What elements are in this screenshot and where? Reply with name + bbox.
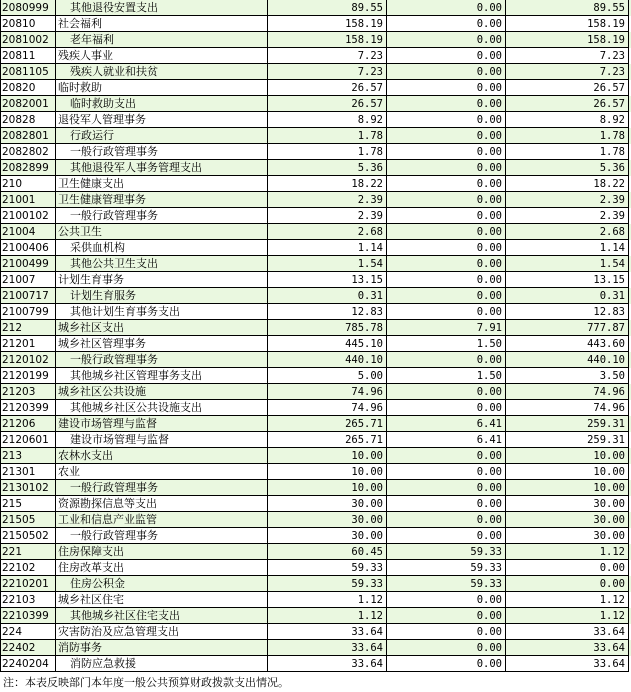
basic-expense-cell: 6.41 xyxy=(387,416,506,432)
code-cell: 21201 xyxy=(0,336,56,352)
name-cell: 工业和信息产业监管 xyxy=(56,512,268,528)
basic-expense-cell: 0.00 xyxy=(387,464,506,480)
name-cell: 一般行政管理事务 xyxy=(56,144,268,160)
total-cell: 13.15 xyxy=(268,272,387,288)
basic-expense-cell: 1.50 xyxy=(387,368,506,384)
name-cell: 临时救助支出 xyxy=(56,96,268,112)
table-row xyxy=(0,384,631,400)
project-expense-cell: 33.64 xyxy=(506,656,629,672)
basic-expense-cell: 7.91 xyxy=(387,320,506,336)
table-row xyxy=(0,560,631,576)
code-cell: 22402 xyxy=(0,640,56,656)
name-cell: 其他公共卫生支出 xyxy=(56,256,268,272)
basic-expense-cell: 0.00 xyxy=(387,624,506,640)
table-row xyxy=(0,176,631,192)
total-cell: 5.00 xyxy=(268,368,387,384)
basic-expense-cell: 59.33 xyxy=(387,576,506,592)
code-cell: 2120601 xyxy=(0,432,56,448)
total-cell: 26.57 xyxy=(268,96,387,112)
project-expense-cell: 158.19 xyxy=(506,32,629,48)
total-cell: 158.19 xyxy=(268,32,387,48)
basic-expense-cell: 0.00 xyxy=(387,288,506,304)
name-cell: 一般行政管理事务 xyxy=(56,528,268,544)
total-cell: 2.68 xyxy=(268,224,387,240)
name-cell: 公共卫生 xyxy=(56,224,268,240)
total-cell: 33.64 xyxy=(268,624,387,640)
table-row xyxy=(0,160,631,176)
table-row xyxy=(0,368,631,384)
basic-expense-cell: 6.41 xyxy=(387,432,506,448)
table-row xyxy=(0,80,631,96)
project-expense-cell: 30.00 xyxy=(506,496,629,512)
code-cell: 2120102 xyxy=(0,352,56,368)
code-cell: 2100102 xyxy=(0,208,56,224)
name-cell: 临时救助 xyxy=(56,80,268,96)
total-cell: 2.39 xyxy=(268,208,387,224)
basic-expense-cell: 0.00 xyxy=(387,272,506,288)
project-expense-cell: 1.78 xyxy=(506,128,629,144)
table-row xyxy=(0,480,631,496)
name-cell: 退役军人管理事务 xyxy=(56,112,268,128)
name-cell: 消防事务 xyxy=(56,640,268,656)
code-cell: 2150502 xyxy=(0,528,56,544)
name-cell: 老年福利 xyxy=(56,32,268,48)
basic-expense-cell: 0.00 xyxy=(387,384,506,400)
total-cell: 785.78 xyxy=(268,320,387,336)
table-row xyxy=(0,624,631,640)
project-expense-cell: 1.12 xyxy=(506,544,629,560)
code-cell: 2120399 xyxy=(0,400,56,416)
total-cell: 2.39 xyxy=(268,192,387,208)
total-cell: 26.57 xyxy=(268,80,387,96)
project-expense-cell: 7.23 xyxy=(506,64,629,80)
name-cell: 行政运行 xyxy=(56,128,268,144)
project-expense-cell: 1.12 xyxy=(506,608,629,624)
code-cell: 2081105 xyxy=(0,64,56,80)
code-cell: 2240204 xyxy=(0,656,56,672)
basic-expense-cell: 59.33 xyxy=(387,544,506,560)
project-expense-cell: 89.55 xyxy=(506,0,629,16)
project-expense-cell: 26.57 xyxy=(506,80,629,96)
project-expense-cell: 0.00 xyxy=(506,560,629,576)
total-cell: 59.33 xyxy=(268,560,387,576)
table-row xyxy=(0,0,631,16)
total-cell: 158.19 xyxy=(268,16,387,32)
total-cell: 10.00 xyxy=(268,480,387,496)
project-expense-cell: 0.31 xyxy=(506,288,629,304)
table-row xyxy=(0,144,631,160)
code-cell: 2080999 xyxy=(0,0,56,16)
table-row xyxy=(0,400,631,416)
basic-expense-cell: 0.00 xyxy=(387,16,506,32)
table-row xyxy=(0,240,631,256)
table-row xyxy=(0,512,631,528)
name-cell: 城乡社区住宅 xyxy=(56,592,268,608)
name-cell: 其他城乡社区住宅支出 xyxy=(56,608,268,624)
name-cell: 消防应急救援 xyxy=(56,656,268,672)
basic-expense-cell: 0.00 xyxy=(387,0,506,16)
table-row xyxy=(0,272,631,288)
name-cell: 社会福利 xyxy=(56,16,268,32)
name-cell: 残疾人就业和扶贫 xyxy=(56,64,268,80)
table-row xyxy=(0,336,631,352)
code-cell: 2100499 xyxy=(0,256,56,272)
table-footnote: 注：本表反映部门本年度一般公共预算财政拨款支出情况。 xyxy=(3,676,289,689)
table-row xyxy=(0,640,631,656)
table-row xyxy=(0,352,631,368)
code-cell: 21001 xyxy=(0,192,56,208)
name-cell: 残疾人事业 xyxy=(56,48,268,64)
table-row xyxy=(0,96,631,112)
total-cell: 33.64 xyxy=(268,656,387,672)
table-row xyxy=(0,208,631,224)
total-cell: 445.10 xyxy=(268,336,387,352)
total-cell: 60.45 xyxy=(268,544,387,560)
code-cell: 212 xyxy=(0,320,56,336)
table-row xyxy=(0,48,631,64)
table-row xyxy=(0,304,631,320)
table-row xyxy=(0,608,631,624)
code-cell: 21206 xyxy=(0,416,56,432)
name-cell: 城乡社区管理事务 xyxy=(56,336,268,352)
basic-expense-cell: 0.00 xyxy=(387,592,506,608)
code-cell: 213 xyxy=(0,448,56,464)
total-cell: 265.71 xyxy=(268,416,387,432)
code-cell: 21505 xyxy=(0,512,56,528)
code-cell: 2081002 xyxy=(0,32,56,48)
name-cell: 计划生育服务 xyxy=(56,288,268,304)
table-row xyxy=(0,320,631,336)
basic-expense-cell: 0.00 xyxy=(387,528,506,544)
project-expense-cell: 0.00 xyxy=(506,576,629,592)
total-cell: 30.00 xyxy=(268,496,387,512)
total-cell: 10.00 xyxy=(268,464,387,480)
code-cell: 2082001 xyxy=(0,96,56,112)
project-expense-cell: 777.87 xyxy=(506,320,629,336)
table-row xyxy=(0,464,631,480)
code-cell: 20820 xyxy=(0,80,56,96)
project-expense-cell: 1.78 xyxy=(506,144,629,160)
name-cell: 灾害防治及应急管理支出 xyxy=(56,624,268,640)
name-cell: 采供血机构 xyxy=(56,240,268,256)
name-cell: 城乡社区公共设施 xyxy=(56,384,268,400)
project-expense-cell: 158.19 xyxy=(506,16,629,32)
total-cell: 1.78 xyxy=(268,144,387,160)
basic-expense-cell: 0.00 xyxy=(387,656,506,672)
code-cell: 2100799 xyxy=(0,304,56,320)
total-cell: 18.22 xyxy=(268,176,387,192)
table-row xyxy=(0,496,631,512)
project-expense-cell: 30.00 xyxy=(506,512,629,528)
table-row xyxy=(0,544,631,560)
total-cell: 1.12 xyxy=(268,592,387,608)
code-cell: 215 xyxy=(0,496,56,512)
project-expense-cell: 440.10 xyxy=(506,352,629,368)
total-cell: 265.71 xyxy=(268,432,387,448)
name-cell: 农业 xyxy=(56,464,268,480)
code-cell: 2082899 xyxy=(0,160,56,176)
basic-expense-cell: 0.00 xyxy=(387,80,506,96)
name-cell: 卫生健康管理事务 xyxy=(56,192,268,208)
project-expense-cell: 259.31 xyxy=(506,416,629,432)
code-cell: 2082802 xyxy=(0,144,56,160)
table-row xyxy=(0,592,631,608)
code-cell: 2100406 xyxy=(0,240,56,256)
project-expense-cell: 10.00 xyxy=(506,448,629,464)
total-cell: 5.36 xyxy=(268,160,387,176)
code-cell: 21007 xyxy=(0,272,56,288)
total-cell: 1.14 xyxy=(268,240,387,256)
project-expense-cell: 8.92 xyxy=(506,112,629,128)
total-cell: 440.10 xyxy=(268,352,387,368)
code-cell: 20810 xyxy=(0,16,56,32)
basic-expense-cell: 0.00 xyxy=(387,144,506,160)
table-row xyxy=(0,432,631,448)
project-expense-cell: 3.50 xyxy=(506,368,629,384)
total-cell: 8.92 xyxy=(268,112,387,128)
name-cell: 资源勘探信息等支出 xyxy=(56,496,268,512)
basic-expense-cell: 0.00 xyxy=(387,608,506,624)
basic-expense-cell: 0.00 xyxy=(387,32,506,48)
basic-expense-cell: 0.00 xyxy=(387,352,506,368)
table-row xyxy=(0,528,631,544)
basic-expense-cell: 0.00 xyxy=(387,240,506,256)
project-expense-cell: 26.57 xyxy=(506,96,629,112)
code-cell: 210 xyxy=(0,176,56,192)
name-cell: 住房改革支出 xyxy=(56,560,268,576)
project-expense-cell: 443.60 xyxy=(506,336,629,352)
table-row xyxy=(0,112,631,128)
basic-expense-cell: 0.00 xyxy=(387,640,506,656)
basic-expense-cell: 0.00 xyxy=(387,496,506,512)
table-row xyxy=(0,128,631,144)
project-expense-cell: 74.96 xyxy=(506,384,629,400)
name-cell: 计划生育事务 xyxy=(56,272,268,288)
code-cell: 2120199 xyxy=(0,368,56,384)
name-cell: 一般行政管理事务 xyxy=(56,480,268,496)
code-cell: 2210399 xyxy=(0,608,56,624)
table-row xyxy=(0,448,631,464)
project-expense-cell: 33.64 xyxy=(506,640,629,656)
code-cell: 2100717 xyxy=(0,288,56,304)
basic-expense-cell: 0.00 xyxy=(387,304,506,320)
project-expense-cell: 10.00 xyxy=(506,464,629,480)
basic-expense-cell: 0.00 xyxy=(387,128,506,144)
name-cell: 卫生健康支出 xyxy=(56,176,268,192)
total-cell: 1.78 xyxy=(268,128,387,144)
total-cell: 89.55 xyxy=(268,0,387,16)
basic-expense-cell: 0.00 xyxy=(387,208,506,224)
table-row xyxy=(0,256,631,272)
total-cell: 7.23 xyxy=(268,48,387,64)
project-expense-cell: 10.00 xyxy=(506,480,629,496)
code-cell: 21301 xyxy=(0,464,56,480)
project-expense-cell: 12.83 xyxy=(506,304,629,320)
code-cell: 2210201 xyxy=(0,576,56,592)
total-cell: 74.96 xyxy=(268,384,387,400)
basic-expense-cell: 0.00 xyxy=(387,176,506,192)
total-cell: 10.00 xyxy=(268,448,387,464)
name-cell: 建设市场管理与监督 xyxy=(56,416,268,432)
total-cell: 74.96 xyxy=(268,400,387,416)
basic-expense-cell: 0.00 xyxy=(387,480,506,496)
total-cell: 0.31 xyxy=(268,288,387,304)
total-cell: 7.23 xyxy=(268,64,387,80)
table-row xyxy=(0,64,631,80)
code-cell: 20828 xyxy=(0,112,56,128)
total-cell: 59.33 xyxy=(268,576,387,592)
project-expense-cell: 18.22 xyxy=(506,176,629,192)
name-cell: 建设市场管理与监督 xyxy=(56,432,268,448)
basic-expense-cell: 0.00 xyxy=(387,112,506,128)
project-expense-cell: 2.39 xyxy=(506,208,629,224)
code-cell: 21203 xyxy=(0,384,56,400)
name-cell: 其他计划生育事务支出 xyxy=(56,304,268,320)
basic-expense-cell: 1.50 xyxy=(387,336,506,352)
project-expense-cell: 1.12 xyxy=(506,592,629,608)
project-expense-cell: 2.68 xyxy=(506,224,629,240)
code-cell: 2082801 xyxy=(0,128,56,144)
project-expense-cell: 1.14 xyxy=(506,240,629,256)
basic-expense-cell: 59.33 xyxy=(387,560,506,576)
code-cell: 21004 xyxy=(0,224,56,240)
total-cell: 12.83 xyxy=(268,304,387,320)
project-expense-cell: 13.15 xyxy=(506,272,629,288)
name-cell: 城乡社区支出 xyxy=(56,320,268,336)
table-row xyxy=(0,576,631,592)
basic-expense-cell: 0.00 xyxy=(387,192,506,208)
basic-expense-cell: 0.00 xyxy=(387,224,506,240)
basic-expense-cell: 0.00 xyxy=(387,512,506,528)
table-row xyxy=(0,16,631,32)
name-cell: 其他城乡社区管理事务支出 xyxy=(56,368,268,384)
project-expense-cell: 7.23 xyxy=(506,48,629,64)
name-cell: 农林水支出 xyxy=(56,448,268,464)
name-cell: 一般行政管理事务 xyxy=(56,208,268,224)
total-cell: 1.12 xyxy=(268,608,387,624)
project-expense-cell: 2.39 xyxy=(506,192,629,208)
project-expense-cell: 33.64 xyxy=(506,624,629,640)
code-cell: 20811 xyxy=(0,48,56,64)
table-row xyxy=(0,656,631,672)
name-cell: 一般行政管理事务 xyxy=(56,352,268,368)
name-cell: 住房公积金 xyxy=(56,576,268,592)
table-row xyxy=(0,224,631,240)
basic-expense-cell: 0.00 xyxy=(387,96,506,112)
code-cell: 22102 xyxy=(0,560,56,576)
name-cell: 其他退役军人事务管理支出 xyxy=(56,160,268,176)
project-expense-cell: 30.00 xyxy=(506,528,629,544)
project-expense-cell: 74.96 xyxy=(506,400,629,416)
code-cell: 22103 xyxy=(0,592,56,608)
total-cell: 30.00 xyxy=(268,512,387,528)
basic-expense-cell: 0.00 xyxy=(387,400,506,416)
basic-expense-cell: 0.00 xyxy=(387,64,506,80)
project-expense-cell: 259.31 xyxy=(506,432,629,448)
basic-expense-cell: 0.00 xyxy=(387,48,506,64)
table-row xyxy=(0,288,631,304)
project-expense-cell: 5.36 xyxy=(506,160,629,176)
total-cell: 1.54 xyxy=(268,256,387,272)
name-cell: 其他退役安置支出 xyxy=(56,0,268,16)
basic-expense-cell: 0.00 xyxy=(387,256,506,272)
basic-expense-cell: 0.00 xyxy=(387,160,506,176)
table-row xyxy=(0,192,631,208)
code-cell: 224 xyxy=(0,624,56,640)
project-expense-cell: 1.54 xyxy=(506,256,629,272)
total-cell: 33.64 xyxy=(268,640,387,656)
table-row xyxy=(0,416,631,432)
basic-expense-cell: 0.00 xyxy=(387,448,506,464)
code-cell: 221 xyxy=(0,544,56,560)
code-cell: 2130102 xyxy=(0,480,56,496)
total-cell: 30.00 xyxy=(268,528,387,544)
name-cell: 住房保障支出 xyxy=(56,544,268,560)
table-row xyxy=(0,32,631,48)
name-cell: 其他城乡社区公共设施支出 xyxy=(56,400,268,416)
